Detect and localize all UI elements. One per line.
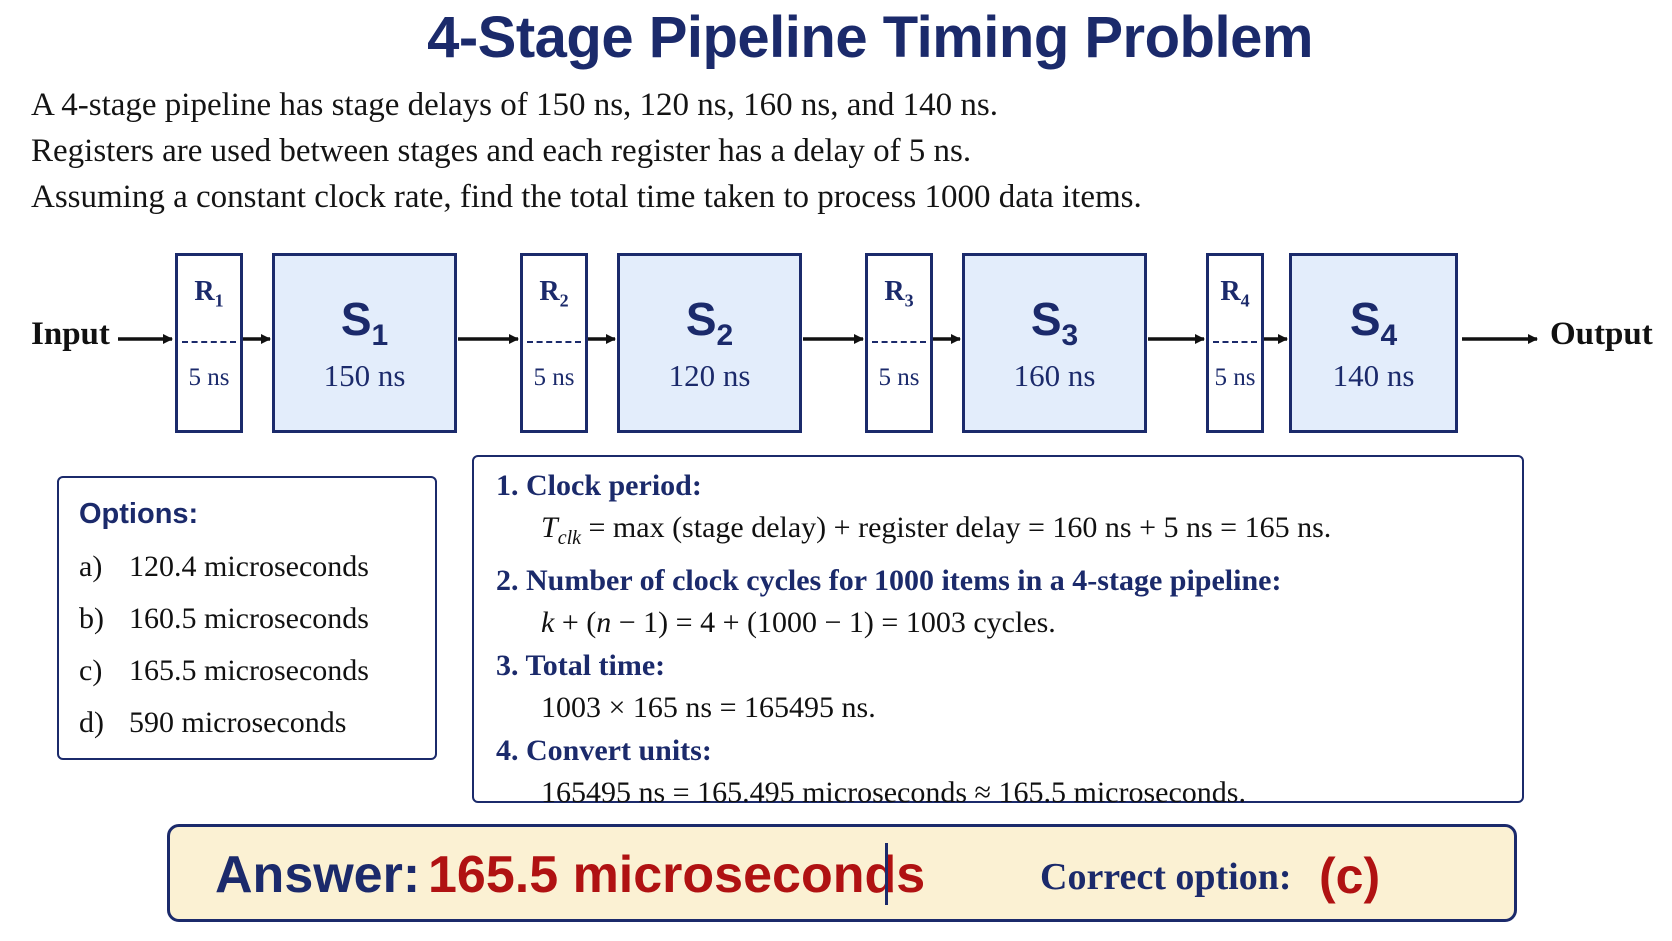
stage-name: $S_2$ [685, 293, 734, 353]
option-letter: c) [79, 654, 103, 687]
option-text: 120.4 microseconds [129, 550, 369, 583]
step-heading: 2. Number of clock cycles for 1000 items in a 4-stage pipeline: [496, 564, 1282, 597]
option-item [79, 593, 435, 645]
stage-delay: 140 ns [1332, 358, 1415, 393]
problem-line: Assuming a constant clock rate, find the total time taken to process 1000 data items. [31, 179, 1142, 215]
solution-panel [472, 455, 1524, 809]
correct-option-label: Correct option: [1040, 856, 1292, 898]
stage-s2 [617, 253, 802, 433]
register-name: $R_3$ [884, 276, 914, 311]
register-r1 [175, 253, 243, 433]
register-name: $R_1$ [194, 276, 224, 311]
stage-delay: 160 ns [1013, 358, 1096, 393]
option-text: 160.5 microseconds [129, 602, 369, 635]
step-body: 165495 ns = 165.495 microseconds ≈ 165.5 microseconds. [541, 776, 1246, 809]
step-heading: 1. Clock period: [496, 469, 702, 502]
problem-line: Registers are used between stages and each register has a delay of 5 ns. [31, 133, 972, 169]
options-heading: Options: [79, 498, 199, 530]
register-name: $R_4$ [1220, 276, 1250, 311]
register-name: $R_2$ [539, 276, 569, 311]
option-item [79, 541, 435, 593]
stage-name: $S_1$ [340, 293, 389, 353]
register-r4 [1206, 253, 1264, 433]
register-r2 [520, 253, 588, 433]
stage-name: $S_4$ [1349, 293, 1398, 353]
input-label: Input [31, 316, 110, 352]
answer-label: Answer: [215, 846, 421, 904]
stage-s3 [962, 253, 1147, 433]
answer-banner [167, 824, 1517, 922]
stage-name: $S_3$ [1030, 293, 1079, 353]
options-panel [57, 476, 437, 760]
step-heading: 3. Total time: [496, 649, 666, 682]
register-delay: 5 ns [1214, 364, 1256, 391]
register-dashed-line [527, 341, 581, 343]
option-letter: d) [79, 706, 104, 739]
option-item [79, 697, 435, 749]
stage-delay: 120 ns [668, 358, 751, 393]
register-dashed-line [182, 341, 236, 343]
option-letter: b) [79, 602, 104, 635]
step-body: k + (n − 1) = 4 + (1000 − 1) = 1003 cycles. [541, 606, 1056, 639]
problem-line: A 4-stage pipeline has stage delays of 150 ns, 120 ns, 160 ns, and 140 ns. [31, 87, 998, 123]
answer-divider [885, 843, 888, 905]
stage-delay: 150 ns [323, 358, 406, 393]
correct-option-value: (c) [1319, 848, 1381, 904]
register-delay: 5 ns [878, 364, 920, 391]
register-dashed-line [1213, 341, 1257, 343]
option-text: 590 microseconds [129, 706, 347, 739]
register-delay: 5 ns [533, 364, 575, 391]
output-label: Output [1550, 316, 1653, 352]
stage-s1 [272, 253, 457, 433]
register-r3 [865, 253, 933, 433]
pipeline-diagram [0, 0, 1672, 450]
step-heading: 4. Convert units: [496, 734, 712, 767]
page-title: 4-Stage Pipeline Timing Problem [427, 5, 1313, 70]
register-dashed-line [872, 341, 926, 343]
option-item [79, 645, 435, 697]
stage-s4 [1289, 253, 1458, 433]
option-letter: a) [79, 550, 103, 583]
register-delay: 5 ns [188, 364, 230, 391]
step-body: 1003 × 165 ns = 165495 ns. [541, 691, 876, 724]
step-body: $T_{clk} = \max$ (stage delay) + register delay = 160 ns + 5 ns = 165 ns. [541, 511, 1332, 549]
option-text: 165.5 microseconds [129, 654, 369, 687]
answer-value: 165.5 microseconds [428, 846, 926, 904]
